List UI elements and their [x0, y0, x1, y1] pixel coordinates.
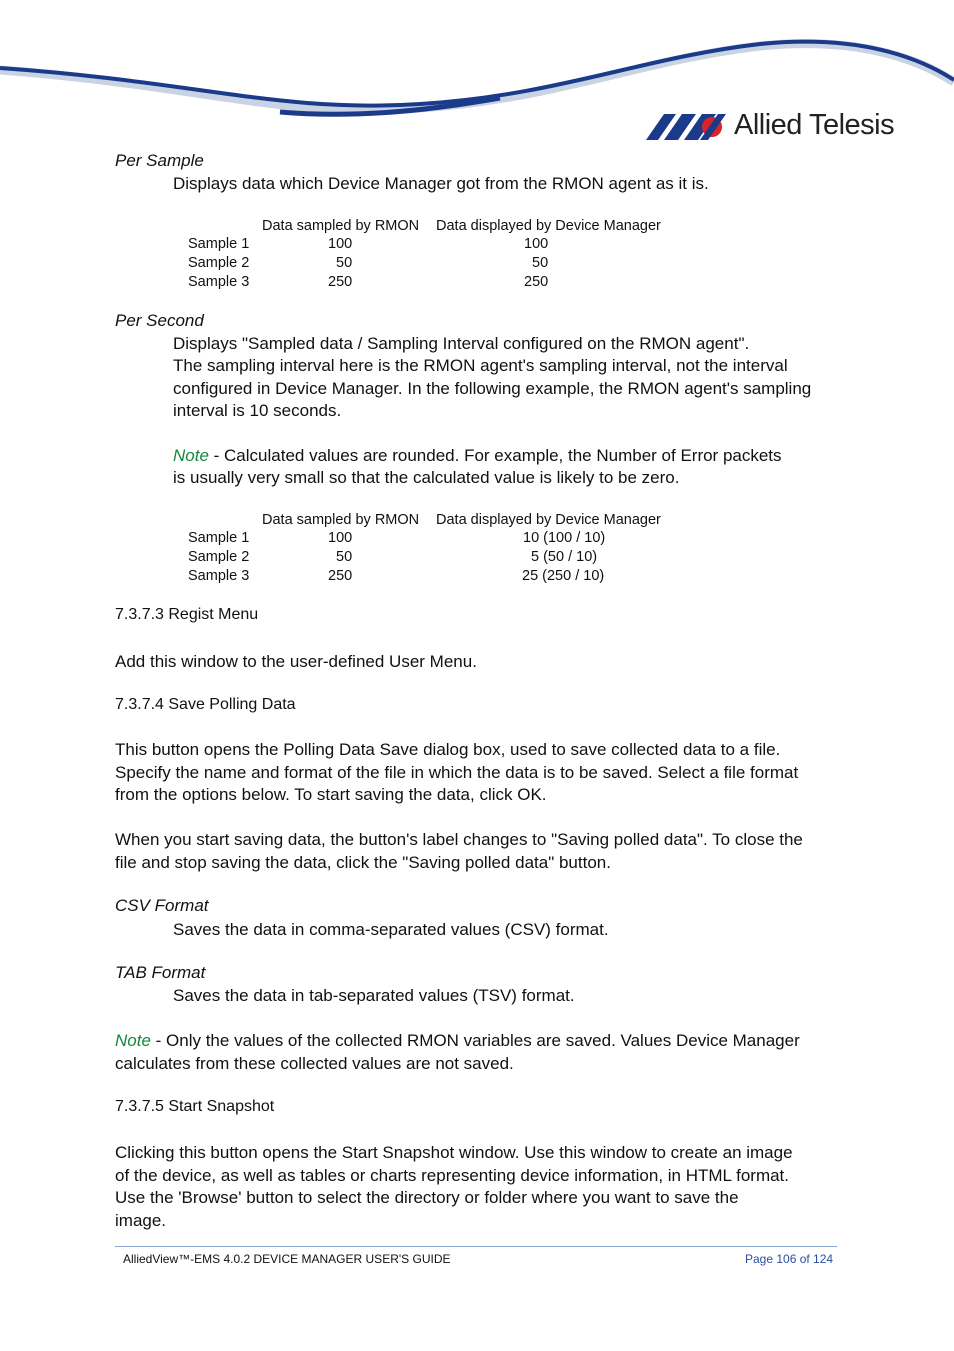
save-polling-note-line: calculates from these collected values are not saved. [115, 1054, 514, 1073]
start-snapshot-line: image. [115, 1211, 167, 1230]
start-snapshot-line: Clicking this button opens the Start Snapshot window. Use this window to create an image [115, 1143, 793, 1162]
start-snapshot-line: Use the 'Browse' button to select the directory or folder where you want to save the [115, 1188, 739, 1207]
regist-menu-heading: 7.3.7.3 Regist Menu [115, 606, 259, 623]
per-second-line: interval is 10 seconds. [173, 401, 342, 420]
table-cell: 10 (100 / 10) [523, 530, 606, 546]
table-cell: 100 [524, 236, 549, 252]
table-cell: 50 [336, 255, 353, 271]
per-second-note [173, 445, 782, 468]
save-polling-line: file and stop saving the data, click the "Saving polled data" button. [115, 853, 611, 872]
per-second-line: Displays "Sampled data / Sampling Interval configured on the RMON agent". [173, 334, 750, 353]
per-second-line: configured in Device Manager. In the following example, the RMON agent's sampling [173, 379, 812, 398]
table-cell: 100 [328, 530, 353, 546]
tab-format-heading: TAB Format [115, 963, 206, 982]
save-polling-line: from the options below. To start saving the data, click OK. [115, 785, 547, 804]
logo-wordmark: Allied Telesis [734, 109, 895, 141]
save-polling-line: Specify the name and format of the file in which the data is to be saved. Select a file format [115, 763, 799, 782]
per-second-note-line: is usually very small so that the calculated value is likely to be zero. [173, 468, 680, 487]
table-cell: 250 [328, 568, 353, 584]
regist-menu-text: Add this window to the user-defined User Menu. [115, 652, 477, 671]
note-label: Note [115, 1031, 151, 1050]
table-cell: 250 [524, 274, 549, 290]
table-row-label: Sample 3 [188, 568, 250, 584]
table-row-label: Sample 1 [188, 530, 250, 546]
save-polling-note [115, 1030, 800, 1053]
csv-format-heading: CSV Format [115, 896, 209, 915]
footer-divider [115, 1246, 837, 1247]
save-polling-line: This button opens the Polling Data Save dialog box, used to save collected data to a file. [115, 740, 781, 759]
table-header: Data displayed by Device Manager [436, 218, 661, 234]
logo-mark-icon [646, 114, 730, 142]
table-header: Data sampled by RMON [262, 218, 420, 234]
allied-telesis-logo [646, 109, 906, 146]
table-cell: 5 (50 / 10) [531, 549, 598, 565]
csv-format-text: Saves the data in comma-separated values (CSV) format. [173, 920, 609, 939]
table-row-label: Sample 2 [188, 549, 250, 565]
note-text: - Only the values of the collected RMON variables are saved. Values Device Manager [150, 1031, 800, 1050]
table-row-label: Sample 3 [188, 274, 250, 290]
footer-page-number: Page 106 of 124 [745, 1252, 834, 1266]
save-polling-line: When you start saving data, the button's label changes to "Saving polled data". To close the [115, 830, 803, 849]
table-cell: 250 [328, 274, 353, 290]
start-snapshot-line: of the device, as well as tables or charts representing device information, in HTML format. [115, 1166, 790, 1185]
per-second-line: The sampling interval here is the RMON agent's sampling interval, not the interval [173, 356, 788, 375]
table-row-label: Sample 2 [188, 255, 250, 271]
note-text: - Calculated values are rounded. For example, the Number of Error packets [208, 446, 782, 465]
save-polling-heading: 7.3.7.4 Save Polling Data [115, 696, 296, 713]
footer-title: AlliedView™-EMS 4.0.2 DEVICE MANAGER USER'S GUIDE [123, 1252, 451, 1266]
tab-format-text: Saves the data in tab-separated values (TSV) format. [173, 986, 575, 1005]
table-cell: 50 [336, 549, 353, 565]
table-header: Data displayed by Device Manager [436, 512, 661, 528]
start-snapshot-heading: 7.3.7.5 Start Snapshot [115, 1098, 275, 1115]
table-header: Data sampled by RMON [262, 512, 420, 528]
table-cell: 50 [532, 255, 549, 271]
table-row-label: Sample 1 [188, 236, 250, 252]
table-cell: 100 [328, 236, 353, 252]
per-second-heading: Per Second [115, 311, 204, 330]
per-sample-description: Displays data which Device Manager got from the RMON agent as it is. [173, 174, 709, 193]
note-label: Note [173, 446, 209, 465]
per-sample-heading: Per Sample [115, 151, 204, 170]
table-cell: 25 (250 / 10) [522, 568, 605, 584]
